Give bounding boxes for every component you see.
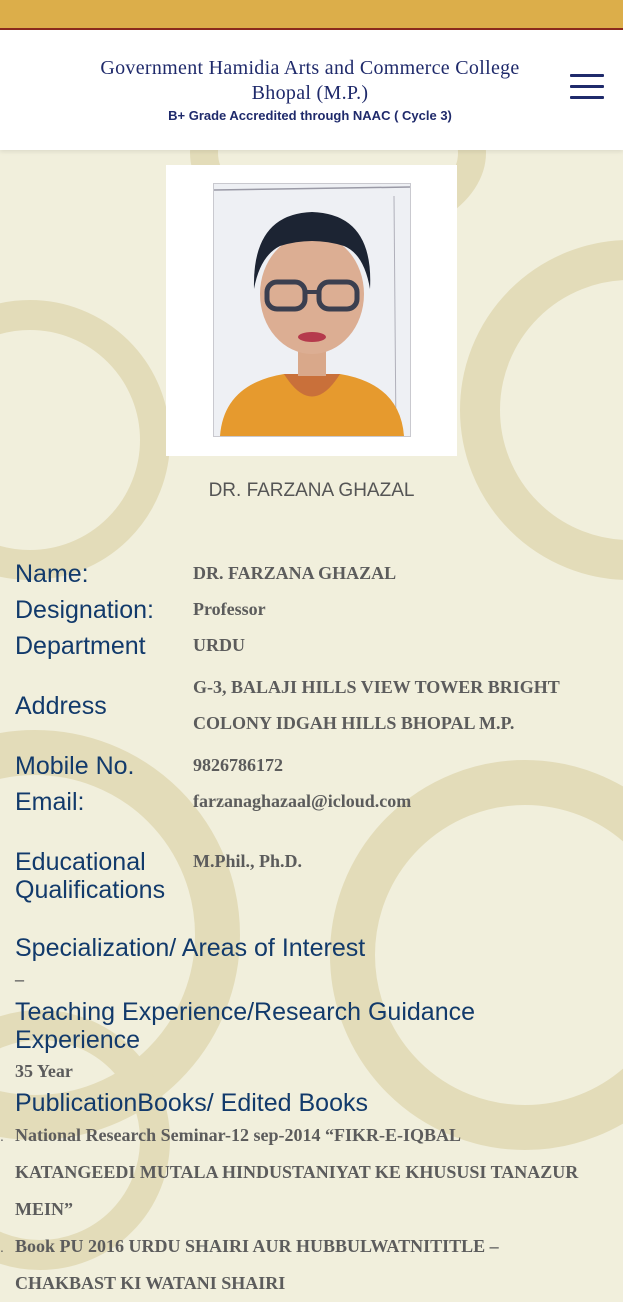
list-bullet: . bbox=[0, 1128, 4, 1144]
portrait-illustration bbox=[214, 184, 410, 436]
publication-line: MEIN” bbox=[15, 1199, 73, 1219]
teaching-value: 35 Year bbox=[15, 1061, 73, 1081]
publication-line: National Research Seminar-12 sep-2014 “FIKR-E-IQBAL bbox=[15, 1125, 461, 1145]
designation-label: Designation: bbox=[15, 596, 154, 624]
college-name-line2: Bhopal (M.P.) bbox=[251, 82, 369, 104]
publication-item bbox=[15, 1228, 615, 1302]
email-label: Email: bbox=[15, 788, 85, 816]
publication-item bbox=[15, 1117, 615, 1228]
mobile-label: Mobile No. bbox=[15, 752, 135, 780]
address-line2: COLONY IDGAH HILLS BHOPAL M.P. bbox=[193, 713, 515, 733]
list-bullet: . bbox=[0, 1239, 4, 1255]
top-accent-bar bbox=[0, 0, 623, 30]
designation-value: Professor bbox=[193, 599, 266, 619]
background-ring bbox=[0, 300, 170, 580]
name-label: Name: bbox=[15, 560, 89, 588]
profile-caption: DR. FARZANA GHAZAL bbox=[208, 480, 415, 501]
publication-line: KATANGEEDI MUTALA HINDUSTANIYAT KE KHUSUSI TANAZUR bbox=[15, 1162, 579, 1182]
teaching-heading bbox=[15, 998, 605, 1054]
address-line1: G-3, BALAJI HILLS VIEW TOWER BRIGHT bbox=[193, 677, 560, 697]
menu-bar-line bbox=[570, 96, 604, 99]
email-value[interactable]: farzanaghazaal@icloud.com bbox=[193, 791, 412, 811]
profile-photo bbox=[213, 183, 411, 437]
site-header bbox=[0, 30, 623, 150]
menu-bar-line bbox=[570, 74, 604, 77]
profile-photo-frame bbox=[166, 165, 457, 456]
publication-line: CHAKBAST KI WATANI SHAIRI bbox=[15, 1273, 286, 1293]
teaching-heading-line2: Experience bbox=[15, 1026, 141, 1054]
education-label-line1: Educational bbox=[15, 848, 146, 876]
background-ring bbox=[460, 240, 623, 580]
department-value: URDU bbox=[193, 635, 245, 655]
accreditation-text: B+ Grade Accredited through NAAC ( Cycle 3) bbox=[168, 108, 452, 123]
education-label bbox=[15, 848, 165, 904]
specialization-heading: Specialization/ Areas of Interest bbox=[15, 934, 366, 962]
address-label: Address bbox=[15, 692, 107, 720]
mobile-value[interactable]: 9826786172 bbox=[193, 755, 283, 775]
hamburger-menu-icon[interactable] bbox=[570, 74, 604, 104]
address-value bbox=[193, 669, 560, 741]
college-name[interactable] bbox=[40, 56, 580, 106]
department-label: Department bbox=[15, 632, 146, 660]
specialization-value: – bbox=[15, 969, 24, 989]
teaching-heading-line1: Teaching Experience/Research Guidance bbox=[15, 998, 475, 1026]
college-name-line1: Government Hamidia Arts and Commerce College bbox=[100, 57, 520, 79]
education-value: M.Phil., Ph.D. bbox=[193, 851, 303, 871]
publication-line: Book PU 2016 URDU SHAIRI AUR HUBBULWATNITITLE – bbox=[15, 1236, 499, 1256]
name-value: DR. FARZANA GHAZAL bbox=[193, 563, 397, 583]
menu-bar-line bbox=[570, 85, 604, 88]
education-label-line2: Qualifications bbox=[15, 876, 166, 904]
publication-heading: PublicationBooks/ Edited Books bbox=[15, 1089, 368, 1117]
